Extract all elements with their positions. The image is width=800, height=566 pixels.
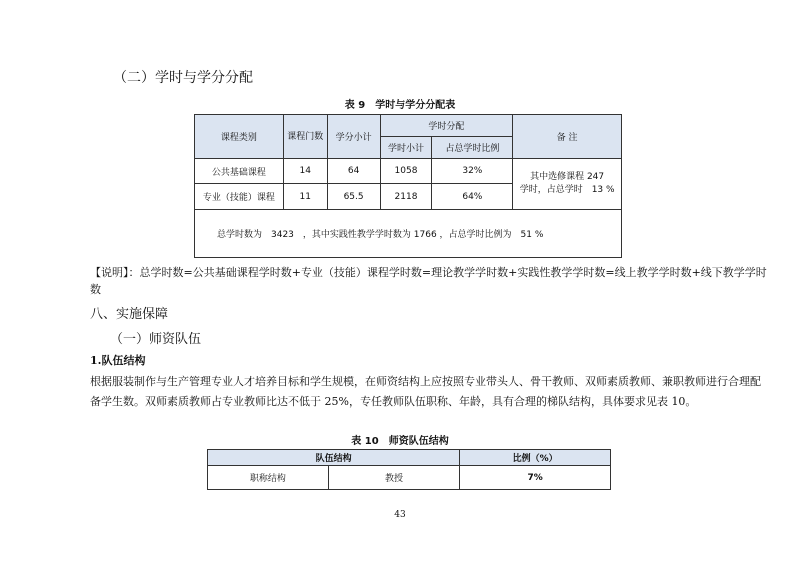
table9 (194, 114, 622, 258)
cell-ratio: 7% (460, 466, 611, 490)
remark-line-1: 其中选修课程 247 (530, 171, 605, 182)
body-paragraph: 根据服装制作与生产管理专业人才培养目标和学生规模，在师资结构上应按照专业带头人、骨干教师、双师素质教师、兼职教师进行合理配备学生数。双师素质教师占专业教师比达不低于 25%，专任教师队伍职称、年龄，具有合理的梯队结构，具体要求见表 10。 (90, 375, 761, 408)
cell-credits: 65.5 (327, 184, 380, 209)
header-hours-group: 学时分配 (380, 115, 513, 137)
header-structure: 队伍结构 (208, 450, 460, 466)
summary-cell: 总学时数为 3423 ，其中实践性教学学时数为 1766 ，占总学时比例为 51 % (195, 209, 622, 257)
team-heading: 1.队伍结构 (90, 354, 146, 367)
cell-credits: 64 (327, 159, 380, 184)
page-number: 43 (394, 510, 406, 520)
header-hours-sub: 学时小计 (380, 137, 432, 159)
cell-ratio: 64% (432, 184, 513, 209)
cell-group: 职称结构 (208, 466, 329, 490)
note: 【说明】：总学时数=公共基础课程学时数+专业（技能）课程学时数=理论教学学时数+实践性教学学时数=线上教学学时数+线下教学学时数 (90, 266, 767, 296)
teachers-heading: （一）师资队伍 (110, 332, 202, 347)
table10 (207, 449, 611, 490)
header-remark: 备 注 (513, 115, 622, 159)
cell-hours: 1058 (380, 159, 432, 184)
remark-line-2: 学时，占总学时 13 % (519, 184, 615, 195)
header-category: 课程类别 (195, 115, 284, 159)
cell-count: 11 (283, 184, 327, 209)
table-row (195, 159, 622, 184)
cell-category: 公共基础课程 (195, 159, 284, 184)
cell-remark (513, 159, 622, 209)
summary-row (195, 209, 622, 257)
header-ratio: 比例（%） (460, 450, 611, 466)
table10-caption: 表 10 师资队伍结构 (351, 436, 449, 447)
header-ratio: 占总学时比例 (432, 137, 513, 159)
cell-category: 专业（技能）课程 (195, 184, 284, 209)
header-credits: 学分小计 (327, 115, 380, 159)
cell-hours: 2118 (380, 184, 432, 209)
section8-heading: 八、实施保障 (90, 307, 169, 322)
table-row (208, 466, 611, 490)
cell-count: 14 (283, 159, 327, 184)
header-count: 课程门数 (283, 115, 327, 159)
cell-ratio: 32% (432, 159, 513, 184)
table9-caption: 表 9 学时与学分分配表 (344, 100, 456, 111)
section-heading: （二）学时与学分分配 (113, 70, 253, 86)
cell-item: 教授 (328, 466, 460, 490)
